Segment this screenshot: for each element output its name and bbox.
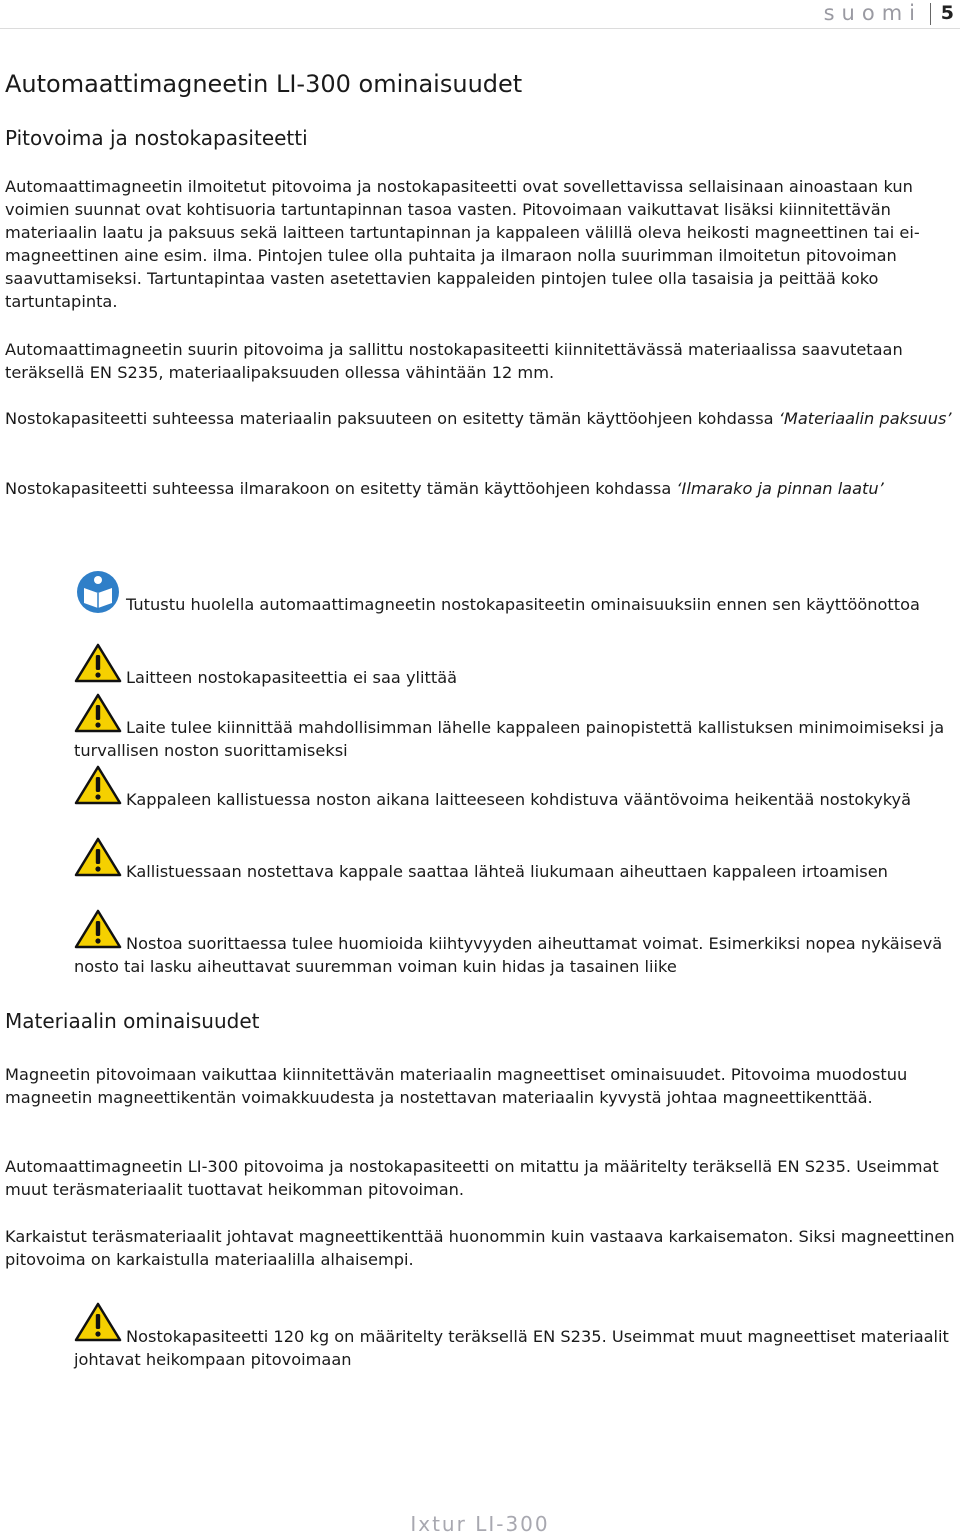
footer-product-name: Ixtur LI-300	[410, 1512, 550, 1536]
section-reference-link: ‘Ilmarako ja pinnan laatu’	[676, 479, 884, 498]
note-warning-capacity	[74, 1302, 954, 1371]
note-warning-5	[74, 909, 954, 978]
note-text: Nostoa suorittaessa tulee huomioida kiihtyvyyden aiheuttamat voimat. Esimerkiksi nopea nykäisevä nosto tai lasku aiheuttavat suuremman voiman kuin hidas ja tasainen liike	[74, 934, 943, 976]
header-divider	[930, 3, 931, 25]
note-warning-2	[74, 693, 954, 762]
note-text: Kallistuessaan nostettava kappale saattaa lähteä liukumaan aiheuttaen kappaleen irtoamisen	[126, 862, 888, 881]
note-warning-3	[74, 765, 954, 811]
note-text: Laite tulee kiinnittää mahdollisimman lähelle kappaleen painopistettä kallistuksen minimoimiseksi ja turvallisen noston suorittamiseksi	[74, 718, 945, 760]
warning-icon	[74, 1302, 122, 1342]
note-text: Laitteen nostokapasiteettia ei saa ylittää	[126, 668, 458, 687]
paragraph-airgap-ref	[5, 477, 955, 500]
note-text: Kappaleen kallistuessa noston aikana laitteeseen kohdistuva vääntövoima heikentää nostokykyä	[126, 790, 912, 809]
paragraph-material-properties: Magneetin pitovoimaan vaikuttaa kiinnitettävän materiaalin magneettiset ominaisuudet. Pitovoima muodostuu magneetin magneettikentän voimakkuudesta ja nostettavan materiaalin kyvystä johtaa magneettikenttää.	[5, 1065, 908, 1107]
page-number: 5	[940, 2, 954, 24]
paragraph-text: Nostokapasiteetti suhteessa materiaalin paksuuteen on esitetty tämän käyttöohjeen kohdassa	[5, 409, 779, 428]
section-reference-link: ‘Materiaalin paksuus’	[778, 409, 952, 428]
note-read-manual	[74, 570, 954, 618]
warning-icon	[74, 643, 122, 683]
paragraph-holding-force: Automaattimagneetin ilmoitetut pitovoima ja nostokapasiteetti ovat sovellettavissa sellaisinaan ainoastaan kun voimien suunnat ovat kohtisuoria tartuntapinnan tasoa vasten. Pitovoimaan vaikuttavat lisäksi kiinnitettävän materiaalin laatu ja paksuus sekä laitteen tartuntapinnan ja kappaleen välillä oleva heikosti magneettinen tai ei-magneettinen aine esim. ilma. Pintojen tulee olla puhtaita ja ilmaraon nolla suurimman ilmoitetun pitovoiman saavuttamiseksi. Tartuntapintaa vasten asetettavien kappaleiden pintojen tulee olla tasaisia ja peittää koko tartuntapinta.	[5, 177, 920, 311]
note-warning-4	[74, 837, 954, 883]
language-label: suomi	[823, 1, 922, 25]
section-heading-material: Materiaalin ominaisuudet	[5, 1009, 260, 1033]
note-warning-1	[74, 643, 954, 689]
note-text: Tutustu huolella automaattimagneetin nostokapasiteetin ominaisuuksiin ennen sen käyttöönottoa	[126, 595, 920, 614]
warning-icon	[74, 765, 122, 805]
paragraph-hardened-steel: Karkaistut teräsmateriaalit johtavat magneettikenttää huonommin kuin vastaava karkaisematon. Siksi magneettinen pitovoima on karkaistulla materiaalilla alhaisempi.	[5, 1227, 955, 1269]
paragraph-thickness-ref	[5, 407, 955, 430]
warning-icon	[74, 837, 122, 877]
page-header	[0, 0, 960, 30]
page-title: Automaattimagneetin LI-300 ominaisuudet	[5, 70, 523, 98]
warning-icon	[74, 693, 122, 733]
section-heading-lifting-capacity: Pitovoima ja nostokapasiteetti	[5, 126, 308, 150]
read-manual-icon	[74, 570, 122, 614]
note-text: Nostokapasiteetti 120 kg on määritelty teräksellä EN S235. Useimmat muut magneettiset materiaalit johtavat heikompaan pitovoimaan	[74, 1327, 949, 1369]
paragraph-measured-steel: Automaattimagneetin LI-300 pitovoima ja nostokapasiteetti on mitattu ja määritelty teräksellä EN S235. Useimmat muut teräsmateriaalit tuottavat heikomman pitovoiman.	[5, 1157, 939, 1199]
paragraph-max-force: Automaattimagneetin suurin pitovoima ja sallittu nostokapasiteetti kiinnitettävässä materiaalissa saavutetaan teräksellä EN S235, materiaalipaksuuden ollessa vähintään 12 mm.	[5, 340, 903, 382]
warning-icon	[74, 909, 122, 949]
header-rule	[0, 28, 960, 29]
paragraph-text: Nostokapasiteetti suhteessa ilmarakoon on esitetty tämän käyttöohjeen kohdassa	[5, 479, 677, 498]
